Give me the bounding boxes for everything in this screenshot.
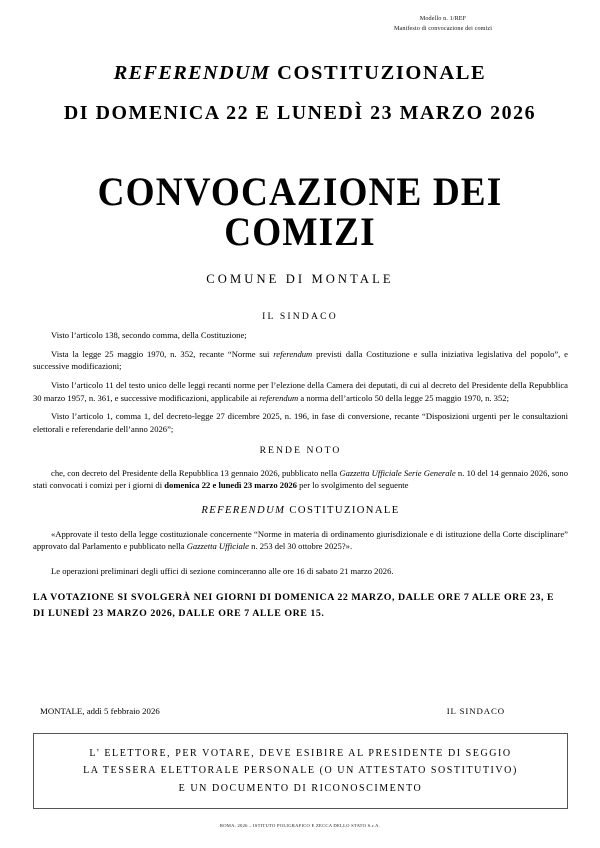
title-referendum-word: REFERENDUM	[113, 62, 271, 84]
gazzetta-ufficiale-ref-2: Gazzetta Ufficiale	[186, 541, 249, 552]
model-identification	[318, 14, 568, 33]
premessa-2-italic: referendum	[273, 348, 313, 359]
voter-notice-line-3: E UN DOCUMENTO DI RICONOSCIMENTO	[178, 782, 423, 794]
place-and-date: MONTALE, addì 5 febbraio 2026	[40, 706, 160, 716]
rende-noto-paragraph	[33, 467, 568, 492]
rende-noto-part-c: per lo svolgimento del seguente	[296, 480, 409, 491]
votazione-line-1: LA VOTAZIONE SI SVOLGERÀ NEI GIORNI DI DOMENICA 22 MARZO, DALLE ORE 7 ALLE ORE 23, E	[33, 591, 555, 603]
model-code: Modello n. 1/REF	[419, 15, 467, 22]
votazione-line-2: DI LUNEDÌ 23 MARZO 2026, DALLE ORE 7 ALLE ORE 15.	[33, 607, 325, 619]
signature-title: IL SINDACO	[446, 706, 505, 716]
voting-dates-bold: domenica 22 e lunedì 23 marzo 2026	[164, 480, 297, 491]
quesito-heading-costituzionale: COSTITUZIONALE	[289, 504, 400, 516]
rende-noto-part-a: che, con decreto del Presidente della Repubblica 13 gennaio 2026, pubblicato nella	[51, 467, 340, 478]
page-title: CONVOCAZIONE DEI COMIZI	[97, 169, 503, 254]
document-heading	[0, 62, 600, 125]
quesito-heading-referendum: REFERENDUM	[201, 504, 286, 516]
premessa-3-part-b: a norma dell’articolo 50 della legge 25 maggio 1970, n. 352;	[298, 392, 509, 403]
premessa-2-part-a: Vista la legge 25 maggio 1970, n. 352, recante “Norme sui	[51, 348, 274, 359]
votazione-notice	[33, 590, 568, 622]
document-body	[33, 329, 568, 622]
premessa-3-part-a: Visto l’articolo 11 del testo unico delle leggi recanti norme per l’elezione della Camera dei deputati, di cui al decreto del Presidente della Repubblica 30 marzo 1957, n. 361, e successive modificazioni, applicabile ai	[33, 380, 568, 403]
rende-noto-part-b: n. 10 del 14 gennaio 2026, sono stati convocati i comizi per i giorni di	[33, 467, 569, 491]
gazzetta-ufficiale-ref-1: Gazzetta Ufficiale Serie Generale	[339, 467, 456, 478]
sindaco-heading: IL SINDACO	[262, 311, 338, 322]
premessa-2-part-b: previsti dalla Costituzione e sulla iniziativa legislativa del popolo”, e successive modificazioni;	[33, 348, 568, 372]
title-line-referendum	[0, 62, 600, 86]
voter-requirements-box	[33, 733, 568, 809]
title-costituzionale-word: COSTITUZIONALE	[277, 62, 487, 84]
footer-text: ROMA, 2026 – ISTITUTO POLIGRAFICO E ZECCA DELLO STATO S.p.A.	[219, 823, 381, 828]
printer-footer	[0, 823, 600, 828]
comune-name: COMUNE DI MONTALE	[206, 272, 394, 286]
quesito-paragraph	[33, 528, 568, 553]
premessa-paragraph-3	[33, 379, 568, 404]
quesito-part-a: «Approvate il testo della legge costituzionale concernente “Norme in materia di ordinamento giurisdizionale e di istituzione della Corte disciplinare” approvato dal Parlamento e pubblicato nella	[33, 528, 568, 552]
voter-notice-line-1: L' ELETTORE, PER VOTARE, DEVE ESIBIRE AL PRESIDENTE DI SEGGIO	[89, 748, 512, 760]
premessa-paragraph-2	[33, 348, 568, 373]
model-subtitle: Manifesto di convocazione dei comizi	[393, 24, 493, 32]
quesito-heading	[33, 503, 568, 518]
operazioni-preliminari-paragraph: Le operazioni preliminari degli uffici di sezione cominceranno alle ore 16 di sabato 21 marzo 2026.	[51, 566, 394, 577]
rende-noto-heading: RENDE NOTO	[259, 445, 342, 457]
signature-row	[40, 706, 560, 716]
voter-notice-line-2: LA TESSERA ELETTORALE PERSONALE (O UN ATTESTATO SOSTITUTIVO)	[83, 765, 518, 777]
title-line-date: DI DOMENICA 22 E LUNEDÌ 23 MARZO 2026	[63, 101, 537, 124]
premessa-paragraph-4: Visto l’articolo 1, comma 1, del decreto-legge 27 dicembre 2025, n. 196, in fase di conversione, recante “Disposizioni urgenti per le consultazioni elettorali e referendarie dell’anno 2026”;	[33, 411, 568, 434]
quesito-part-b: n. 253 del 30 ottobre 2025?».	[248, 541, 353, 552]
premessa-3-italic: referendum	[259, 392, 299, 403]
premessa-paragraph-1: Visto l’articolo 138, secondo comma, della Costituzione;	[51, 330, 247, 340]
